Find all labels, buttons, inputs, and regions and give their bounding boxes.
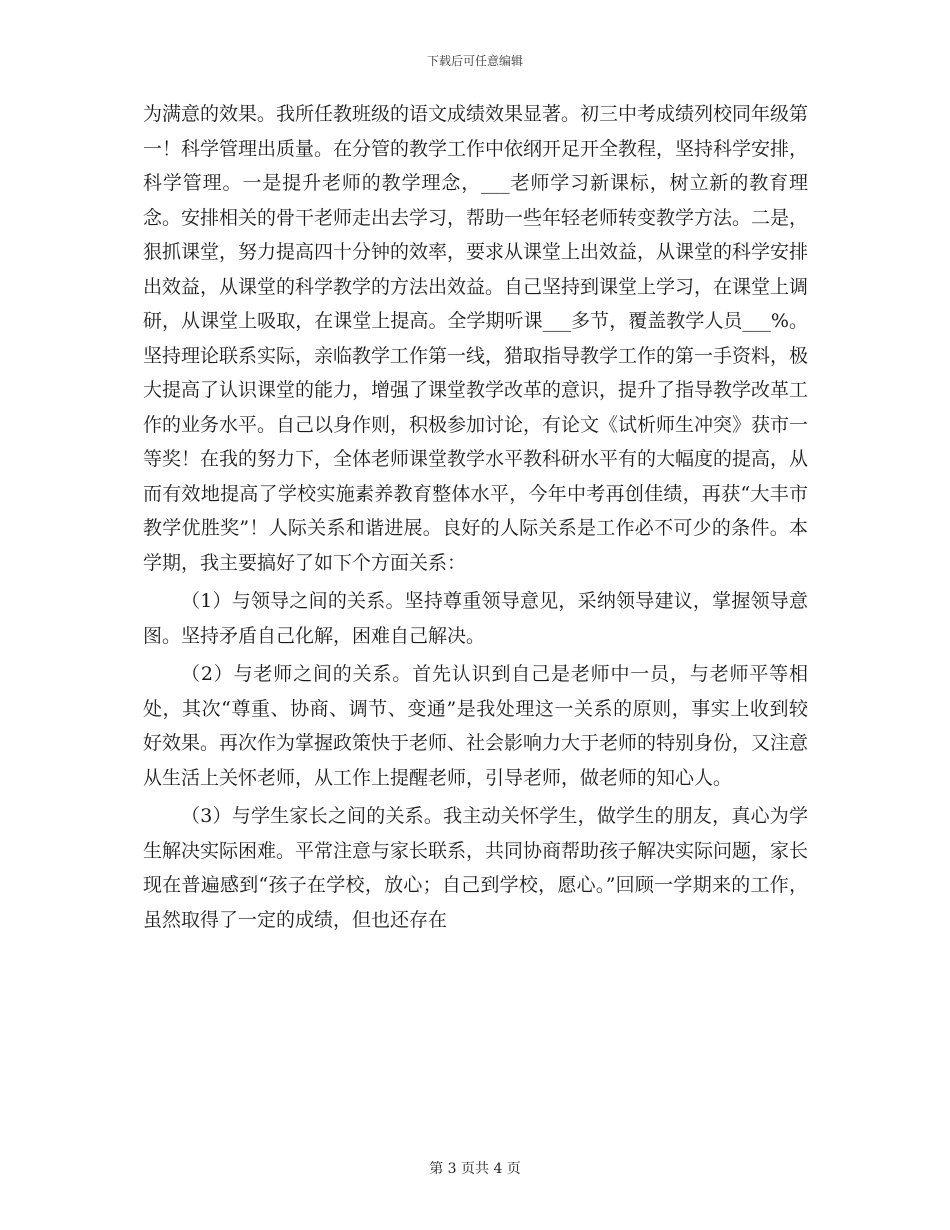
document-body	[143, 97, 808, 937]
paragraph-main: 为满意的效果。我所任教班级的语文成绩效果显著。初三中考成绩列校同年级第一！科学管理出质量。在分管的教学工作中依纲开足开全教程，坚持科学安排，科学管理。一是提升老师的教学理念，___老师学习新课标，树立新的教育理念。安排相关的骨干老师走出去学习，帮助一些年轻老师转变教学方法。二是，狠抓课堂，努力提高四十分钟的效率，要求从课堂上出效益，从课堂的科学安排出效益，从课堂的科学教学的方法出效益。自己坚持到课堂上学习，在课堂上调研，从课堂上吸取，在课堂上提高。全学期听课___多节，覆盖教学人员___%。坚持理论联系实际，亲临教学工作第一线，猎取指导教学工作的第一手资料，极大提高了认识课堂的能力，增强了课堂教学改革的意识，提升了指导教学改革工作的业务水平。自己以身作则，积极参加讨论，有论文《试析师生冲突》获市一等奖！在我的努力下，全体老师课堂教学水平教科研水平有的大幅度的提高，从而有效地提高了学校实施素养教育整体水平，今年中考再创佳绩，再获“大丰市教学优胜奖”！人际关系和谐进展。良好的人际关系是工作必不可少的条件。本学期，我主要搞好了如下个方面关系：	[143, 103, 809, 574]
page-footer: 第 3 页共 4 页	[429, 1161, 521, 1177]
paragraph-teachers: （2）与老师之间的关系。首先认识到自己是老师中一员，与老师平等相处，其次“尊重、协商、调节、变通”是我处理这一关系的原则，事实上收到较好效果。再次作为掌握政策快于老师、社会影响力大于老师的特别身份，又注意从生活上关怀老师，从工作上提醒老师，引导老师，做老师的知心人。	[143, 663, 809, 789]
paragraph-parents: （3）与学生家长之间的关系。我主动关怀学生，做学生的朋友，真心为学生解决实际困难。平常注意与家长联系，共同协商帮助孩子解决实际问题，家长现在普遍感到“孩子在学校，放心；自己到学校，愿心。”回顾一学期来的工作，虽然取得了一定的成绩，但也还存在	[143, 805, 809, 931]
paragraph-leaders: （1）与领导之间的关系。坚持尊重领导意见，采纳领导建议，掌握领导意图。坚持矛盾自己化解，困难自己解决。	[143, 590, 808, 647]
page-header: 下载后可任意编辑	[426, 54, 523, 68]
